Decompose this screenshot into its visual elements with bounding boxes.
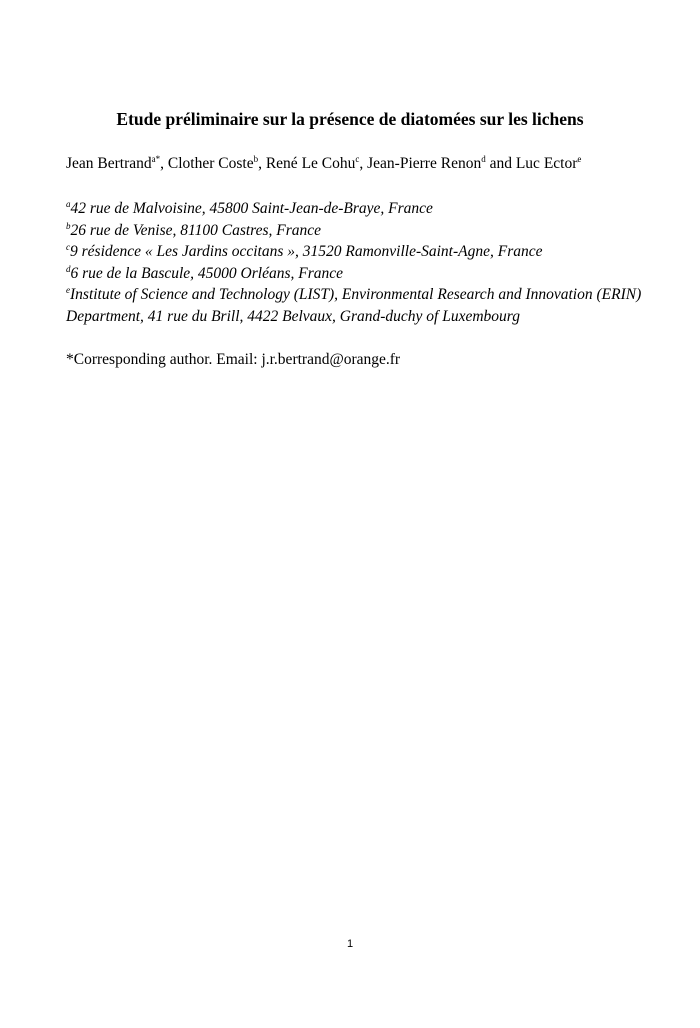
affiliation-item bbox=[66, 220, 666, 242]
author-affiliation-mark: e bbox=[577, 153, 582, 164]
author-name: Clother Coste bbox=[167, 155, 254, 172]
affiliation-item bbox=[66, 284, 666, 327]
affiliation-list bbox=[66, 198, 666, 327]
affiliation-text: 6 rue de la Bascule, 45000 Orléans, France bbox=[70, 264, 343, 282]
page-number: 1 bbox=[346, 938, 354, 950]
author-name: Jean-Pierre Renon bbox=[367, 155, 482, 172]
paper-title: Etude préliminaire sur la présence de diatomées sur les lichens bbox=[116, 109, 584, 129]
corresponding-author: *Corresponding author. Email: j.r.bertrand@orange.fr bbox=[66, 351, 401, 368]
affiliation-text: 42 rue de Malvoisine, 45800 Saint-Jean-de-Braye, France bbox=[70, 200, 433, 217]
affiliation-item bbox=[66, 198, 666, 220]
affiliation-mark: d bbox=[66, 263, 71, 274]
author-name: Jean Bertrand bbox=[66, 155, 152, 172]
affiliation-item bbox=[66, 263, 666, 285]
author-affiliation-mark: a* bbox=[151, 153, 161, 164]
author-affiliation-mark: b bbox=[253, 153, 259, 164]
author-affiliation-mark: d bbox=[481, 153, 486, 164]
affiliation-mark: e bbox=[66, 284, 70, 295]
affiliation-text: 26 rue de Venise, 81100 Castres, France bbox=[70, 221, 322, 239]
author-name: René Le Cohu bbox=[265, 155, 356, 172]
author-list bbox=[66, 154, 666, 174]
author-separator: , bbox=[258, 155, 266, 172]
author-affiliation-mark: c bbox=[355, 153, 360, 164]
author-separator: , bbox=[359, 155, 368, 172]
author-name: Luc Ector bbox=[515, 155, 578, 172]
affiliation-mark: b bbox=[66, 220, 71, 231]
affiliation-mark: a bbox=[66, 198, 71, 209]
affiliation-text: 9 résidence « Les Jardins occitans », 31520 Ramonville-Saint-Agne, France bbox=[70, 243, 543, 260]
affiliation-mark: c bbox=[66, 241, 70, 252]
author-separator: and bbox=[485, 155, 516, 172]
author-separator: , bbox=[160, 155, 168, 172]
affiliation-item bbox=[66, 241, 666, 263]
affiliation-text: Institute of Science and Technology (LIST), Environmental Research and Innovation (ERIN) Department, 41 rue du Brill, 4422 Belvaux, Grand-duchy of Luxembourg bbox=[66, 286, 642, 325]
